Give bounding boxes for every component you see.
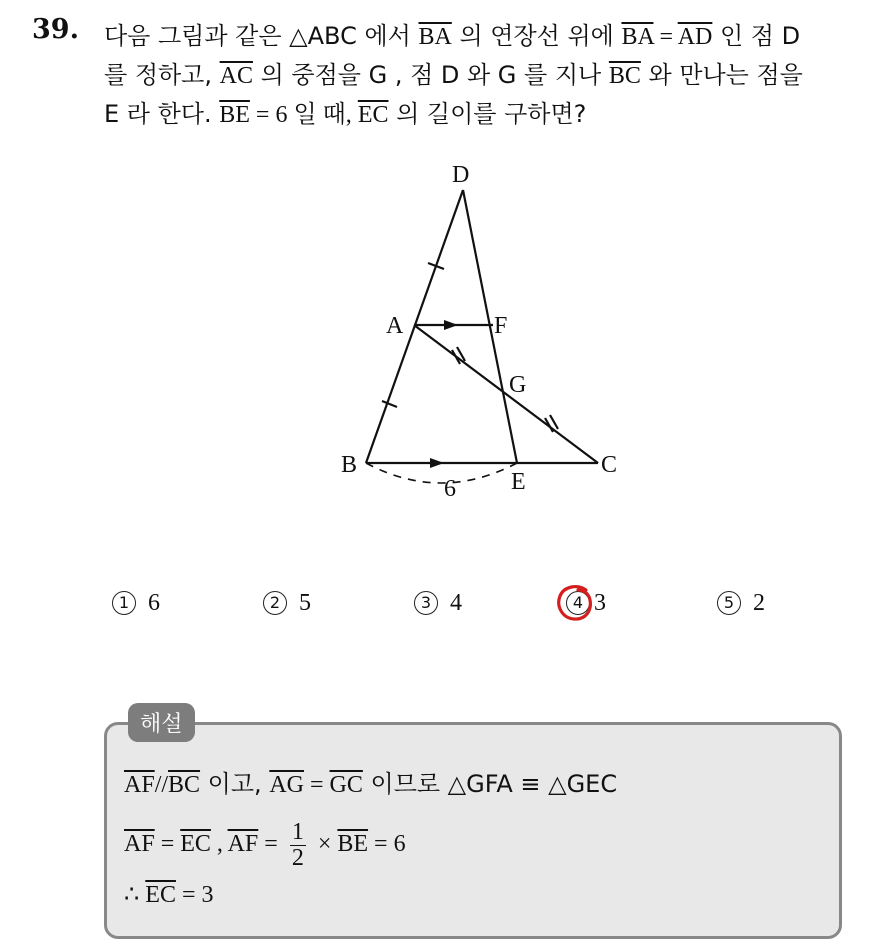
arrow-BC [430,458,444,468]
label-six: 6 [444,476,456,502]
label-A: A [386,313,404,339]
solution-tag: 해설 [128,703,195,742]
label-C: C [601,452,618,478]
segment-AC [414,325,598,463]
question-line-2: 를 정하고, $\overline{AC}$ 의 중점을 G , 점 D 와 G 를 지나 $\overline{BC}$ 와 만나는 점을 [104,61,803,89]
choice-1-value: 6 [148,590,160,616]
solution-line-2: $\overline{AF} = \overline{EC}$ , $\overline{AF}$ = $\frac{1}{2}$ × $\overline{BE} = 6$ [124,819,406,872]
question-number: 39. [32,14,79,45]
solution-line-3: ∴ $\overline{EC} = 3$ [124,882,214,908]
choice-3-value: 4 [450,590,462,616]
question-line-1: 다음 그림과 같은 △ABC 에서 $\overline{BA}$ 의 연장선 위에 $\overline{BA} = \overline{AD}$ 인 점 D [104,22,801,50]
label-E: E [511,469,526,495]
triangle-figure [320,150,640,510]
choice-4-mark: 4 [566,591,590,615]
segment-DE [463,190,517,463]
choice-4-value: 3 [594,590,606,616]
choice-3[interactable] [414,590,462,617]
fraction-one-half: $\frac{1}{2}$ [291,819,304,872]
question-line-3: E 라 한다. $\overline{BE} = 6$ 일 때, $\overline{EC}$ 의 길이를 구하면? [104,100,587,128]
dashed-arc-BE [366,463,517,483]
label-B: B [341,452,358,478]
arrow-AF [444,320,458,330]
tick-AB [382,401,397,407]
choice-1-mark: 1 [112,591,136,615]
choice-2-mark: 2 [263,591,287,615]
choice-3-mark: 3 [414,591,438,615]
answer-circle-mark [556,584,594,624]
solution-line-1: $\overline{AF}//\overline{BC}$ 이고, $\overline{AG} = \overline{GC}$ 이므로 △GFA ≡ △GEC [124,770,618,798]
choice-1[interactable] [112,590,160,617]
choice-2-value: 5 [299,590,311,616]
choice-5-value: 2 [753,590,765,616]
label-G: G [509,372,527,398]
label-F: F [494,313,508,339]
label-D: D [452,162,470,188]
choice-2[interactable] [263,590,311,617]
choice-5[interactable] [717,590,765,617]
choice-5-mark: 5 [717,591,741,615]
